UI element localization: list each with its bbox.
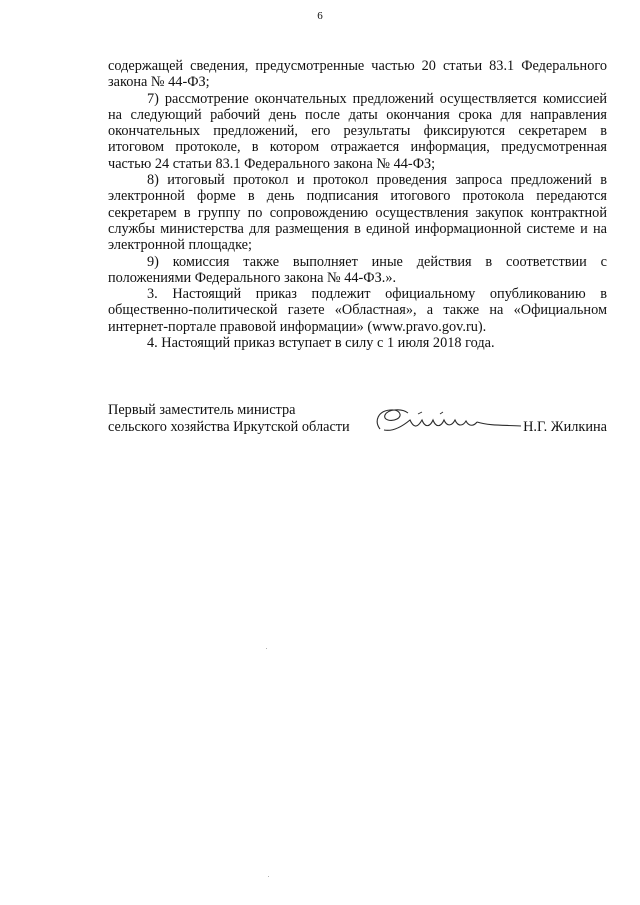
paragraph-effective-date: 4. Настоящий приказ вступает в силу с 1 июля 2018 года.: [147, 335, 495, 352]
signature-block: [108, 402, 607, 436]
handwritten-signature: [370, 405, 522, 439]
signatory-organization: сельского хозяйства Иркутской области: [108, 418, 350, 435]
signatory-row: [108, 419, 607, 436]
page-number: 6: [317, 10, 323, 22]
paragraph-item-7: 7) рассмотрение окончательных предложений осуществляется комиссией на следующий рабочий день после даты окончания срока для направления окончательных предложений, его результаты фиксируются секретарем в итоговом протоколе, в котором отражается информация, предусмотренная частью 24 статьи 83.1 Федерального закона № 44-ФЗ;: [108, 90, 607, 172]
scan-speck: [266, 648, 267, 649]
signatory-position: Первый заместитель министра: [108, 402, 296, 418]
signatory-name: Н.Г. Жилкина: [523, 418, 607, 435]
paragraph-continuation: содержащей сведения, предусмотренные частью 20 статьи 83.1 Федерального закона № 44-ФЗ;: [108, 58, 607, 91]
paragraph-item-8: 8) итоговый протокол и протокол проведения запроса предложений в электронной форме в день подписания итогового протокола передаются секретарем в группу по сопровождению осуществления закупок контрактной службы министерства для размещения в единой информационной системе и на электронной площадке;: [108, 172, 607, 254]
scan-speck: [268, 876, 269, 877]
paragraph-item-9: 9) комиссия также выполняет иные действия в соответствии с положениями Федерального закона № 44-ФЗ.».: [108, 253, 607, 286]
document-body: [108, 58, 607, 351]
paragraph-publication: 3. Настоящий приказ подлежит официальному опубликованию в общественно-политической газете «Областная», а также на «Официальном интернет-портале правовой информации» (www.pravo.gov.ru).: [108, 286, 607, 335]
